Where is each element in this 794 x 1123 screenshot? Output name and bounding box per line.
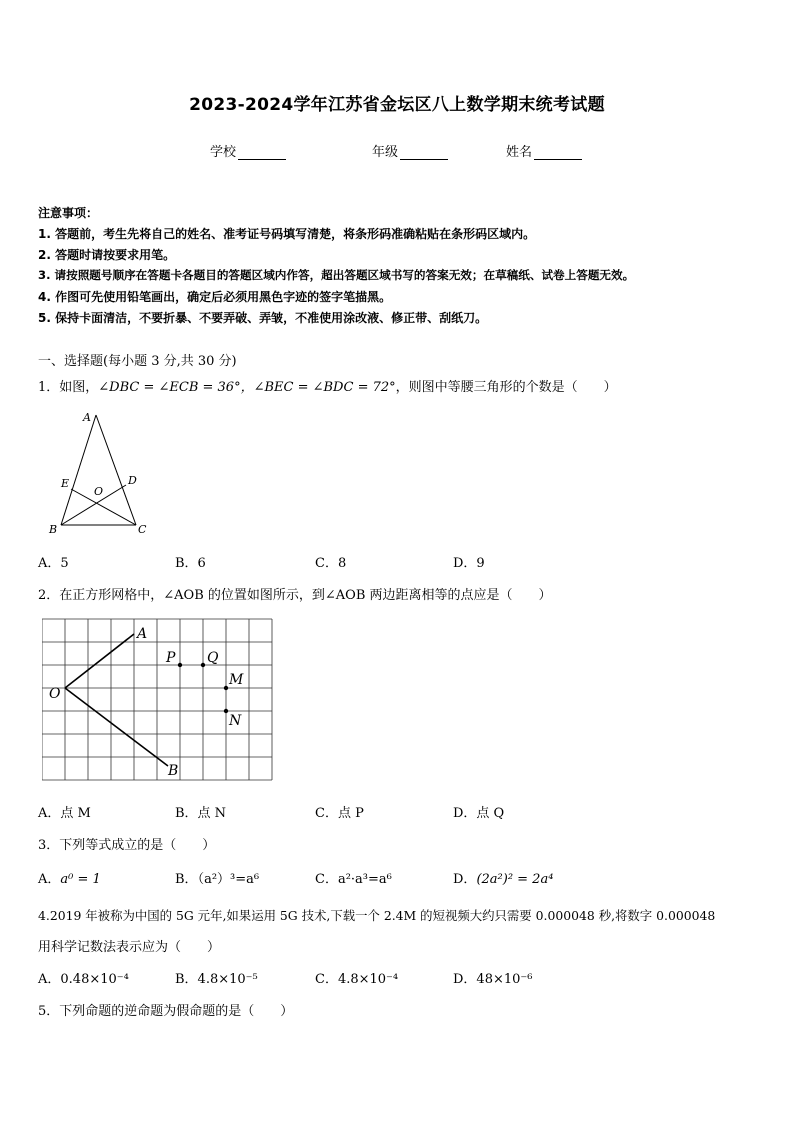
q1-option-b[interactable]: B．6	[175, 556, 206, 571]
q3-option-d[interactable]	[453, 868, 553, 887]
q3-b-math: （a²）³=a⁶	[197, 872, 260, 887]
q1-math: ∠DBC = ∠ECB = 36°，∠BEC = ∠BDC = 72°	[98, 380, 396, 395]
q3-option-c[interactable]	[315, 868, 392, 887]
q2-option-c[interactable]: C．点 P	[315, 806, 364, 821]
question-5-stem: 5．下列命题的逆命题为假命题的是（ ）	[38, 1004, 294, 1019]
label-a: A	[83, 411, 91, 424]
q4-option-b[interactable]: B．4.8×10⁻⁵	[175, 972, 258, 987]
label-a: A	[137, 626, 148, 642]
name-blank[interactable]	[534, 146, 582, 160]
question-4-stem-line2: 用科学记数法表示应为（ ）	[38, 940, 221, 955]
q1-triangle-figure	[40, 405, 160, 540]
q2-option-d[interactable]: D．点 Q	[453, 806, 505, 821]
note-item-3: 3. 请按照题号顺序在答题卡各题目的答题区域内作答，超出答题区域书写的答案无效；在草稿纸、试卷上答题无效。	[38, 268, 635, 282]
grade-blank[interactable]	[400, 146, 448, 160]
note-item-1: 1. 答题前，考生先将自己的姓名、准考证号码填写清楚，将条形码准确粘贴在条形码区域内。	[38, 227, 536, 241]
note-item-2: 2. 答题时请按要求用笔。	[38, 248, 176, 262]
q1-option-d[interactable]: D．9	[453, 556, 485, 571]
label-b: B	[168, 763, 179, 779]
label-q: Q	[207, 650, 219, 666]
ray-ob	[65, 688, 168, 766]
q1-prefix: 1．如图，	[38, 380, 99, 395]
q3-d-math: (2a²)² = 2a⁴	[476, 872, 554, 887]
q4-option-a[interactable]: A．0.48×10⁻⁴	[38, 972, 129, 987]
label-b: B	[49, 523, 58, 536]
exam-title: 2023-2024学年江苏省金坛区八上数学期末统考试题	[189, 95, 605, 115]
label-p: P	[166, 650, 176, 666]
school-field[interactable]	[210, 141, 286, 160]
side-ac	[96, 415, 136, 525]
q3-b-label: B．	[175, 872, 198, 887]
q1-option-a[interactable]: A．5	[38, 556, 69, 571]
q2-option-a[interactable]: A．点 M	[38, 806, 91, 821]
point-q	[201, 663, 205, 667]
notes-heading: 注意事项：	[38, 206, 99, 220]
point-p	[178, 663, 182, 667]
q4-option-c[interactable]: C．4.8×10⁻⁴	[315, 972, 399, 987]
q3-a-label: A．	[38, 872, 61, 887]
q1-option-c[interactable]: C．8	[315, 556, 347, 571]
label-e: E	[61, 477, 70, 490]
q4-option-d[interactable]: D．48×10⁻⁶	[453, 972, 533, 987]
label-o: O	[49, 686, 61, 702]
q3-option-b[interactable]	[175, 868, 259, 887]
question-2-stem: 2．在正方形网格中，∠AOB 的位置如图所示，到∠AOB 两边距离相等的点应是（ ）	[38, 588, 552, 603]
label-m: M	[229, 672, 244, 688]
name-field[interactable]	[506, 141, 582, 160]
q1-suffix: ，则图中等腰三角形的个数是（ ）	[395, 380, 617, 395]
q3-c-math: a²·a³=a⁶	[337, 872, 392, 887]
name-label: 姓名	[506, 145, 533, 160]
school-blank[interactable]	[238, 146, 286, 160]
label-o: O	[94, 485, 104, 498]
square-grid	[42, 619, 272, 780]
point-m	[224, 686, 228, 690]
note-item-4: 4. 作图可先使用铅笔画出，确定后必须用黑色字迹的签字笔描黑。	[38, 290, 392, 304]
label-n: N	[229, 713, 242, 729]
segment-ce	[71, 489, 136, 525]
note-item-5: 5. 保持卡面清洁，不要折暴、不要弄破、弄皱，不准使用涂改液、修正带、刮纸刀。	[38, 311, 488, 325]
q3-c-label: C．	[315, 872, 338, 887]
grade-field[interactable]	[372, 141, 448, 160]
side-ab	[61, 415, 96, 525]
section-heading: 一、选择题(每小题 3 分,共 30 分)	[38, 354, 237, 369]
question-4-stem-line1: 4.2019 年被称为中国的 5G 元年,如果运用 5G 技术,下载一个 2.4M 的短视频大约只需要 0.000048 秒,将数字 0.000048	[38, 908, 716, 923]
q2-grid-figure	[42, 618, 274, 783]
q3-option-a[interactable]	[38, 868, 101, 887]
q3-a-math: a⁰ = 1	[60, 872, 101, 887]
label-c: C	[138, 523, 147, 536]
question-3-stem: 3．下列等式成立的是（ ）	[38, 838, 216, 853]
point-n	[224, 709, 228, 713]
label-d: D	[128, 474, 137, 487]
q2-option-b[interactable]: B．点 N	[175, 806, 227, 821]
school-label: 学校	[210, 145, 237, 160]
grade-label: 年级	[372, 145, 399, 160]
question-1-stem	[38, 376, 617, 395]
q3-d-label: D．	[453, 872, 477, 887]
